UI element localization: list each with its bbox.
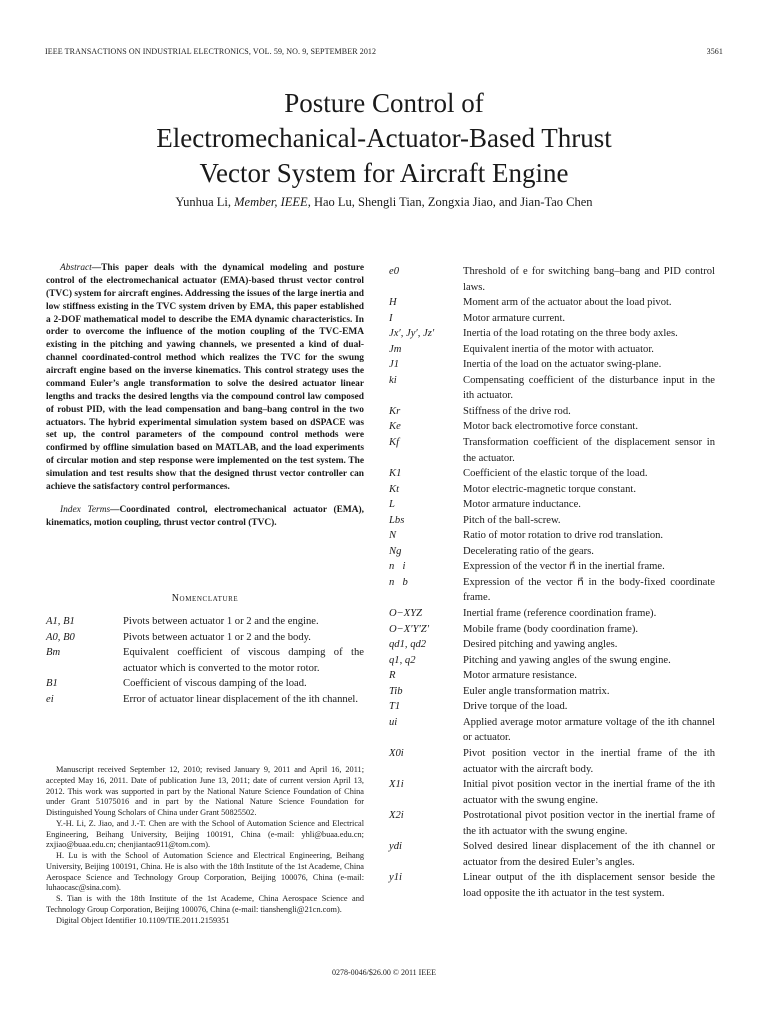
nomenclature-row [389,513,715,529]
nomenclature-row [389,357,715,373]
abstract [46,262,364,494]
running-head [45,47,723,56]
nomenclature-definition: Moment arm of the actuator about the load pivot. [463,297,672,309]
nomenclature-symbol: ydi [389,841,402,853]
nomenclature-row [389,653,715,669]
nomenclature-definition: Error of actuator linear displacement of the ith channel. [123,693,359,705]
abstract-dash: — [91,263,102,273]
nomenclature-definition: Coefficient of the elastic torque of the load. [463,468,648,480]
nomenclature-symbol: A1, B1 [46,616,75,627]
nomenclature-definition: Transformation coefficient of the displacement sensor in the actuator. [463,437,715,464]
nomenclature-symbol: Kt [389,483,400,495]
nomenclature-row [46,614,364,630]
nomenclature-definition: Compensating coefficient of the disturbance input in the ith actuator. [463,374,715,402]
nomenclature-definition: Applied average motor armature voltage of the ith channel or actuator. [463,716,715,744]
nomenclature-symbol: L [389,499,395,511]
nomenclature-row [389,404,715,420]
nomenclature-symbol: Jm [389,343,402,355]
nomenclature-symbol: Jx′, Jy′, Jz′ [389,328,435,340]
nomenclature-row [389,839,715,870]
nomenclature-definition: Linear output of the ith displacement sensor beside the load opposite the ith actuator in the test system. [463,872,715,899]
page-number: 3561 [706,47,723,56]
nomenclature-row [389,746,715,777]
nomenclature-symbol: q1, q2 [389,654,416,666]
footnote [46,765,364,926]
nomenclature-row [389,699,715,715]
nomenclature-definition: Ratio of motor rotation to drive rod translation. [463,530,664,542]
author-rest: , Hao Lu, Shengli Tian, Zongxia Jiao, and Jian-Tao Chen [307,195,593,209]
nomenclature-list-left [46,614,364,708]
nomenclature-definition: Mobile frame (body coordination frame). [463,623,639,635]
nomenclature-symbol: n⃗b [389,576,408,588]
footnote-paragraph: Manuscript received September 12, 2010; revised January 9, 2011 and April 16, 2011; accepted May 16, 2011. Date of publication June 13, 2011; date of current version April 13, 2012. This work was supported in part by the National Nature Science Foundation of China under Grant 51075016 and in part by the National Nature Science Foundation for Distinguished Young Scholars of China under Grant 50825502. [46,765,364,817]
nomenclature-symbol: Kr [389,405,401,417]
nomenclature-row [389,575,715,606]
nomenclature-row [389,497,715,513]
nomenclature-row [46,630,364,646]
nomenclature-symbol: T1 [389,701,401,713]
nomenclature-definition: Motor armature inductance. [463,499,581,511]
nomenclature-row [389,684,715,700]
nomenclature-definition: Pivot position vector in the inertial frame of the ith actuator with the aircraft body. [463,747,715,775]
nomenclature-definition: Pivots between actuator 1 or 2 and the engine. [123,616,319,627]
nomenclature-symbol: X2i [389,810,404,822]
nomenclature-heading [46,593,364,604]
nomenclature-symbol: R [389,670,396,682]
author-first: Yunhua Li, [175,195,235,209]
nomenclature-symbol: Kf [389,437,400,449]
nomenclature-definition: Expression of the vector n⃗ in the inertial frame. [463,561,665,573]
nomenclature-symbol: e0 [389,266,399,277]
nomenclature-definition: Inertia of the load on the actuator swing-plane. [463,359,662,371]
nomenclature-definition: Motor electric-magnetic torque constant. [463,483,636,495]
nomenclature-row [389,326,715,342]
nomenclature-definition: Solved desired linear displacement of the ith channel or actuator from the desired Euler’s angles. [463,841,715,868]
nomenclature-definition: Inertial frame (reference coordination frame). [463,608,657,620]
index-terms-label: Index Terms [60,504,111,515]
nomenclature-row [389,311,715,327]
title-line: Posture Control of [284,88,484,118]
index-terms-dash: — [110,504,120,515]
nomenclature-row [389,264,715,295]
nomenclature-symbol: Lbs [389,514,405,526]
nomenclature-definition: Desired pitching and yawing angles. [463,639,618,651]
nomenclature-definition: Motor back electromotive force constant. [463,421,639,433]
nomenclature-definition: Pivots between actuator 1 or 2 and the body. [123,631,311,643]
copyright-line: 0278-0046/$26.00 © 2011 IEEE [332,968,436,977]
nomenclature-definition: Coefficient of viscous damping of the load. [123,678,307,690]
nomenclature-symbol: A0, B0 [46,631,75,643]
nomenclature-symbol: I [389,312,393,324]
journal-name: IEEE TRANSACTIONS ON INDUSTRIAL ELECTRONICS, VOL. 59, NO. 9, SEPTEMBER 2012 [45,47,377,56]
nomenclature-symbol: O−X′Y′Z′ [389,623,430,635]
nomenclature-definition: Motor armature resistance. [463,670,577,682]
nomenclature-row [389,777,715,808]
nomenclature-row [389,808,715,839]
nomenclature-row [46,692,364,708]
nomenclature-list-right [389,264,715,901]
nomenclature-definition: Expression of the vector n⃗ in the body-fixed coordinate frame. [463,576,715,604]
nomenclature-symbol: qd1, qd2 [389,639,427,651]
nomenclature-definition: Decelerating ratio of the gears. [463,545,594,557]
index-terms [46,504,364,530]
nomenclature-symbol: N [389,530,397,542]
abstract-label: Abstract [60,263,92,273]
footnote-paragraph: H. Lu is with the School of Automation Science and Electrical Engineering, Beihang University, Beijing 100191, China. He is also with the 18th Institute of the 1st Academe, China Aerospace Science and Technology Group Corporation, Beijing 100076, China (e-mail: luhaocasc@sina.com). [46,851,364,893]
nomenclature-row [389,419,715,435]
nomenclature-definition: Postrotational pivot position vector in the inertial frame of the ith actuator with the swung engine. [463,810,715,837]
footnote-paragraph: S. Tian is with the 18th Institute of the 1st Academe, China Aerospace Science and Technology Group Corporation, Beijing 100076, China (e-mail: tianshengli@21cn.com). [46,894,364,914]
nomenclature-symbol: B1 [46,678,58,690]
nomenclature-row [389,637,715,653]
nomenclature-definition: Pitching and yawing angles of the swung engine. [463,654,671,666]
footnote-paragraph: Y.-H. Li, Z. Jiao, and J.-T. Chen are with the School of Automation Science and Electrical Engineering, Beihang University, Beijing 100191, China (e-mail: yhli@buaa.edu.cn; zxjiao@buaa.edu.cn; chenjiantao911@tom.com). [46,818,364,850]
title-line: Vector System for Aircraft Engine [199,158,569,188]
nomenclature-definition: Motor armature current. [463,312,566,324]
abstract-text: This paper deals with the dynamical modeling and posture control of the electromechanical actuator (EMA)-based thrust vector control (TVC) system for aircraft engines. Addressing the issues of the large inertia and low stiffness existing in the TVC system driven by EMA, this paper established a 2-DOF mathematical model to describe the EMA dynamic characteristics. In order to overcome the influence of the motion coupling of the TVC-EMA existing in the pitching and yawing channels, we presented a kind of dual-channel coordinated-control method which realizes the TVC for the swung aircraft engine based on the inverse kinematics. This control strategy uses the command Euler’s angle transformation to solve the desired actuator linear lengths and tracks the desired lengths via the compound control law composed of robust PID, with the lead compensation and bang–bang control in the two actuators. The hybrid experimental simulation system based on dSPACE was set up, the control parameters of the compound control methods were confirmed by offline simulation based on MATLAB, and the load experiments of circular motion and step response were implemented on the test system. The simulation and test results show that the designed thrust vector controller can achieve the satisfactory control performances. [46,263,364,492]
nomenclature-row [389,342,715,358]
author-membership: Member, IEEE [234,195,308,209]
nomenclature-row [389,528,715,544]
nomenclature-definition: Drive torque of the load. [463,701,568,713]
nomenclature-symbol: y1i [389,872,402,884]
nomenclature-symbol: n⃗i [389,561,406,573]
nomenclature-definition: Equivalent coefficient of viscous damping of the actuator which is converted to the motor rotor. [123,647,364,674]
nomenclature-row [389,373,715,404]
nomenclature-symbol: ki [389,374,397,386]
title-line: Electromechanical-Actuator-Based Thrust [156,123,612,153]
nomenclature-symbol: Bm [46,647,61,659]
nomenclature-symbol: ui [389,716,398,728]
nomenclature-row [389,559,715,575]
nomenclature-row [389,482,715,498]
nomenclature-row [46,645,364,676]
nomenclature-row [389,622,715,638]
nomenclature-definition: Initial pivot position vector in the inertial frame of the ith actuator with the swung engine. [463,779,715,806]
nomenclature-symbol: H [389,297,397,309]
nomenclature-row [389,870,715,901]
nomenclature-row [389,668,715,684]
nomenclature-symbol: X1i [389,779,404,791]
nomenclature-heading-text: Nomenclature [171,593,239,604]
nomenclature-definition: Stiffness of the drive rod. [463,405,571,417]
nomenclature-symbol: ei [46,693,54,705]
nomenclature-definition: Euler angle transformation matrix. [463,685,610,697]
nomenclature-row [389,715,715,746]
nomenclature-row [389,606,715,622]
footnote-paragraph: Digital Object Identifier 10.1109/TIE.2011.2159351 [56,915,230,925]
nomenclature-definition: Equivalent inertia of the motor with actuator. [463,343,654,355]
nomenclature-symbol: X0i [389,747,404,759]
nomenclature-row [389,466,715,482]
nomenclature-row [389,295,715,311]
nomenclature-symbol: Ng [389,545,402,557]
nomenclature-row [389,544,715,560]
paper-title [0,86,768,191]
nomenclature-symbol: O−XYZ [389,608,423,620]
index-terms-text: Coordinated control, electromechanical actuator (EMA), kinematics, motion coupling, thrust vector control (TVC). [46,504,364,528]
nomenclature-row [46,676,364,692]
nomenclature-symbol: K1 [389,468,402,480]
nomenclature-definition: Threshold of e for switching bang–bang and PID control laws. [463,266,715,293]
nomenclature-symbol: J1 [389,359,399,371]
nomenclature-definition: Pitch of the ball-screw. [463,514,561,526]
nomenclature-row [389,435,715,466]
author-list [0,195,768,210]
nomenclature-definition: Inertia of the load rotating on the three body axles. [463,328,678,340]
nomenclature-symbol: Ke [389,421,401,433]
left-column [46,262,364,539]
nomenclature-symbol: Tib [389,685,403,697]
